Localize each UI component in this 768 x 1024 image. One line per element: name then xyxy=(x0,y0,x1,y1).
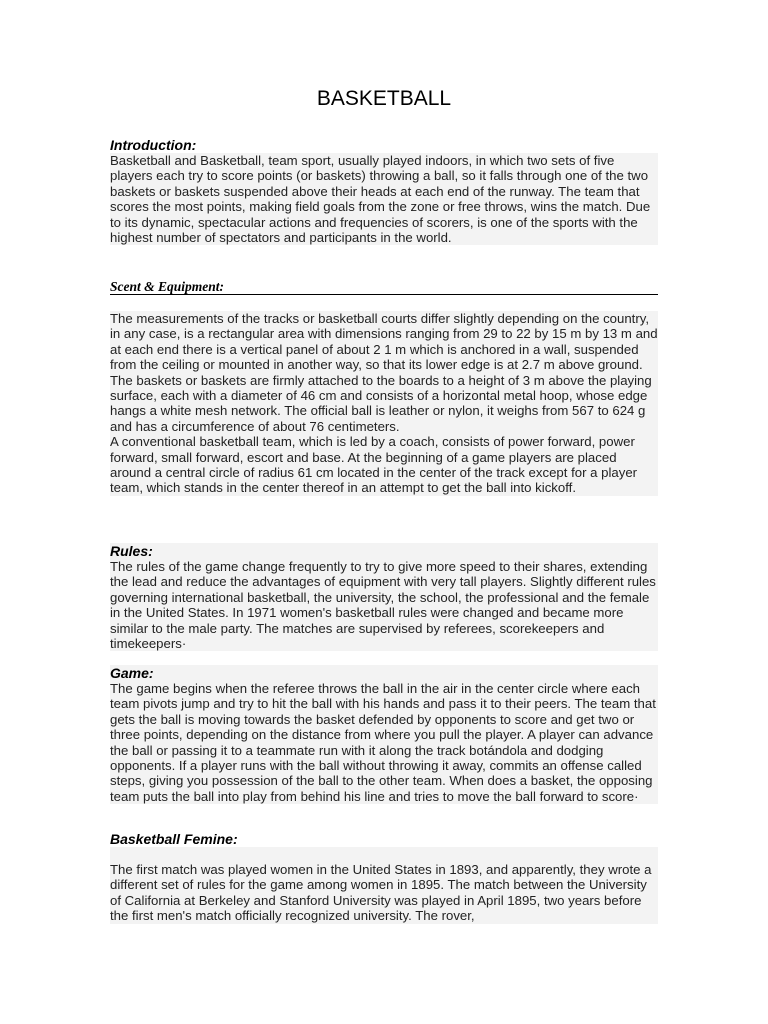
rules-paragraph: The rules of the game change frequently to try to give more speed to their shares, extending the lead and reduce the advantages of equipment with very tall players. Slightly different rules governing international basketball, the university, the school, the professional and the female in the United States. In 1971 women's basketball rules were changed and became more similar to the male party. The matches are supervised by referees, scorekeepers and timekeepers· xyxy=(110,559,656,652)
basketball-femine-heading: Basketball Femine: xyxy=(110,831,238,847)
scent-equipment-body xyxy=(110,311,658,496)
game-paragraph: The game begins when the referee throws the ball in the air in the center circle where each team pivots jump and try to hit the ball with his hands and pass it to their peers. The team that gets the ball is moving towards the basket defended by opponents to score and get two or three points, depending on the distance from where you pull the player. A player can advance the ball or passing it to a teammate run with it along the track botándola and dodging opponents. If a player runs with the ball without throwing it away, commits an offense called steps, giving you possession of the ball to the other team. When does a basket, the opposing team puts the ball into play from behind his line and tries to move the ball forward to score· xyxy=(110,681,656,804)
introduction-paragraph: Basketball and Basketball, team sport, usually played indoors, in which two sets of five players each try to score points (or baskets) throwing a ball, so it falls through one of the two baskets or baskets suspended above their heads at each end of the runway. The team that scores the most points, making field goals from the zone or free throws, wins the match. Due to its dynamic, spectacular actions and frequencies of scorers, is one of the sports with the highest number of spectators and participants in the world. xyxy=(110,153,658,245)
rules-section xyxy=(110,543,658,651)
scent-equipment-heading: Scent & Equipment: xyxy=(110,279,225,294)
scent-equipment-paragraph-2: A conventional basketball team, which is led by a coach, consists of power forward, power forward, small forward, escort and base. At the beginning of a game players are placed around a central circle of radius 61 cm located in the center of the track except for a player team, which stands in the center thereof in an attempt to get the ball into kickoff. xyxy=(110,434,638,496)
heading-underline xyxy=(110,294,658,295)
rules-heading: Rules: xyxy=(110,543,153,559)
scent-equipment-paragraph-1: The measurements of the tracks or basketball courts differ slightly depending on the country, in any case, is a rectangular area with dimensions ranging from 29 to 22 by 15 m by 13 m and at each end there is a vertical panel of about 2 1 m which is anchored in a wall, suspended from the ceiling or mounted in another way, so that its lower edge is at 2.7 m above ground. The baskets or baskets are firmly attached to the boards to a height of 3 m above the playing surface, each with a diameter of 46 cm and consists of a horizontal metal hoop, whose edge hangs a white mesh network. The official ball is leather or nylon, it weighs from 567 to 624 g and has a circumference of about 76 centimeters. xyxy=(110,311,658,434)
game-section xyxy=(110,665,658,804)
introduction-heading: Introduction: xyxy=(110,137,197,153)
basketball-femine-paragraph: The first match was played women in the United States in 1893, and apparently, they wrote a different set of rules for the game among women in 1895. The match between the University of California at Berkeley and Stanford University was played in April 1895, two years before the first men's match officially recognized university. The rover, xyxy=(110,847,658,924)
page-title: BASKETBALL xyxy=(316,87,452,110)
game-heading: Game: xyxy=(110,665,154,681)
